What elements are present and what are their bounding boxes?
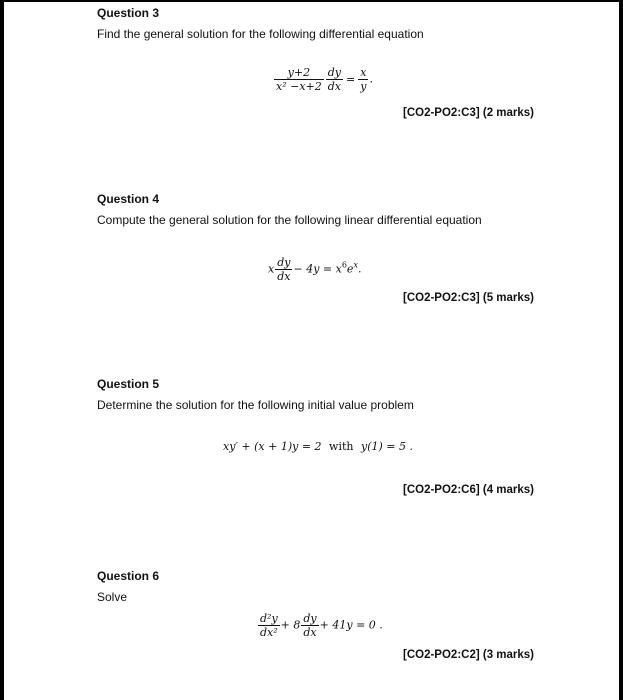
right-border [619, 0, 623, 700]
question-3-heading: Question 3 [97, 6, 160, 20]
question-6-heading: Question 6 [97, 569, 160, 583]
q3-frac2-numerator: dy [327, 66, 342, 79]
q3-fraction-3 [358, 66, 368, 93]
q3-frac2-denominator: dx [326, 79, 343, 93]
q6-rest: + 41y = 0 . [319, 618, 383, 632]
q6-fraction-1 [258, 612, 280, 639]
q3-fraction-1 [274, 66, 324, 93]
q3-frac1-numerator: y+2 [287, 66, 311, 79]
question-3-marks: [CO2-PO2:C3] (2 marks) [403, 107, 535, 119]
question-4-prompt: Compute the general solution for the following linear differential equation [97, 213, 482, 227]
q6-frac2-denominator: dx [301, 625, 318, 639]
q4-lead-x: x [268, 262, 275, 276]
q3-equals: = [346, 72, 356, 86]
q4-exponent-x: x [353, 260, 358, 270]
q5-condition: y(1) = 5 . [361, 440, 413, 453]
q3-frac1-denominator: x² −x+2 [276, 80, 322, 93]
q6-frac1-numerator: d²y [260, 612, 278, 625]
question-6-prompt: Solve [97, 590, 128, 604]
q4-period: . [357, 262, 362, 276]
q6-frac2-numerator: dy [303, 612, 317, 625]
question-6-equation [257, 612, 383, 639]
q4-rest: − 4y = x [293, 262, 342, 276]
question-6-marks: [CO2-PO2:C2] (3 marks) [403, 649, 535, 661]
q4-exponent-6: 6 [341, 260, 347, 270]
q4-frac-denominator: dx [275, 269, 292, 283]
question-5-heading: Question 5 [97, 377, 160, 391]
q3-frac3-numerator: x [360, 66, 367, 79]
question-3-equation [273, 66, 373, 93]
q6-plus-8: + 8 [280, 618, 301, 632]
question-5-equation [223, 440, 413, 453]
q5-with: with [329, 440, 354, 453]
q4-fraction [275, 256, 292, 283]
q3-period: . [369, 72, 373, 86]
q3-fraction-2 [326, 66, 343, 93]
left-border [0, 0, 4, 700]
question-4-heading: Question 4 [97, 192, 160, 206]
q3-frac3-denominator: y [360, 80, 367, 93]
question-5-marks: [CO2-PO2:C6] (4 marks) [403, 484, 535, 496]
question-3-prompt: Find the general solution for the following differential equation [97, 27, 424, 41]
question-4-equation [268, 256, 361, 283]
question-4-marks: [CO2-PO2:C3] (5 marks) [403, 292, 535, 304]
q6-fraction-2 [301, 612, 318, 639]
q4-frac-numerator: dy [277, 256, 291, 269]
question-5-prompt: Determine the solution for the following initial value problem [97, 398, 414, 412]
q5-ode: xy′ + (x + 1)y = 2 [223, 440, 322, 453]
top-border [0, 0, 623, 2]
q6-frac1-denominator: dx² [258, 625, 280, 639]
q4-base-e: e [346, 262, 354, 276]
